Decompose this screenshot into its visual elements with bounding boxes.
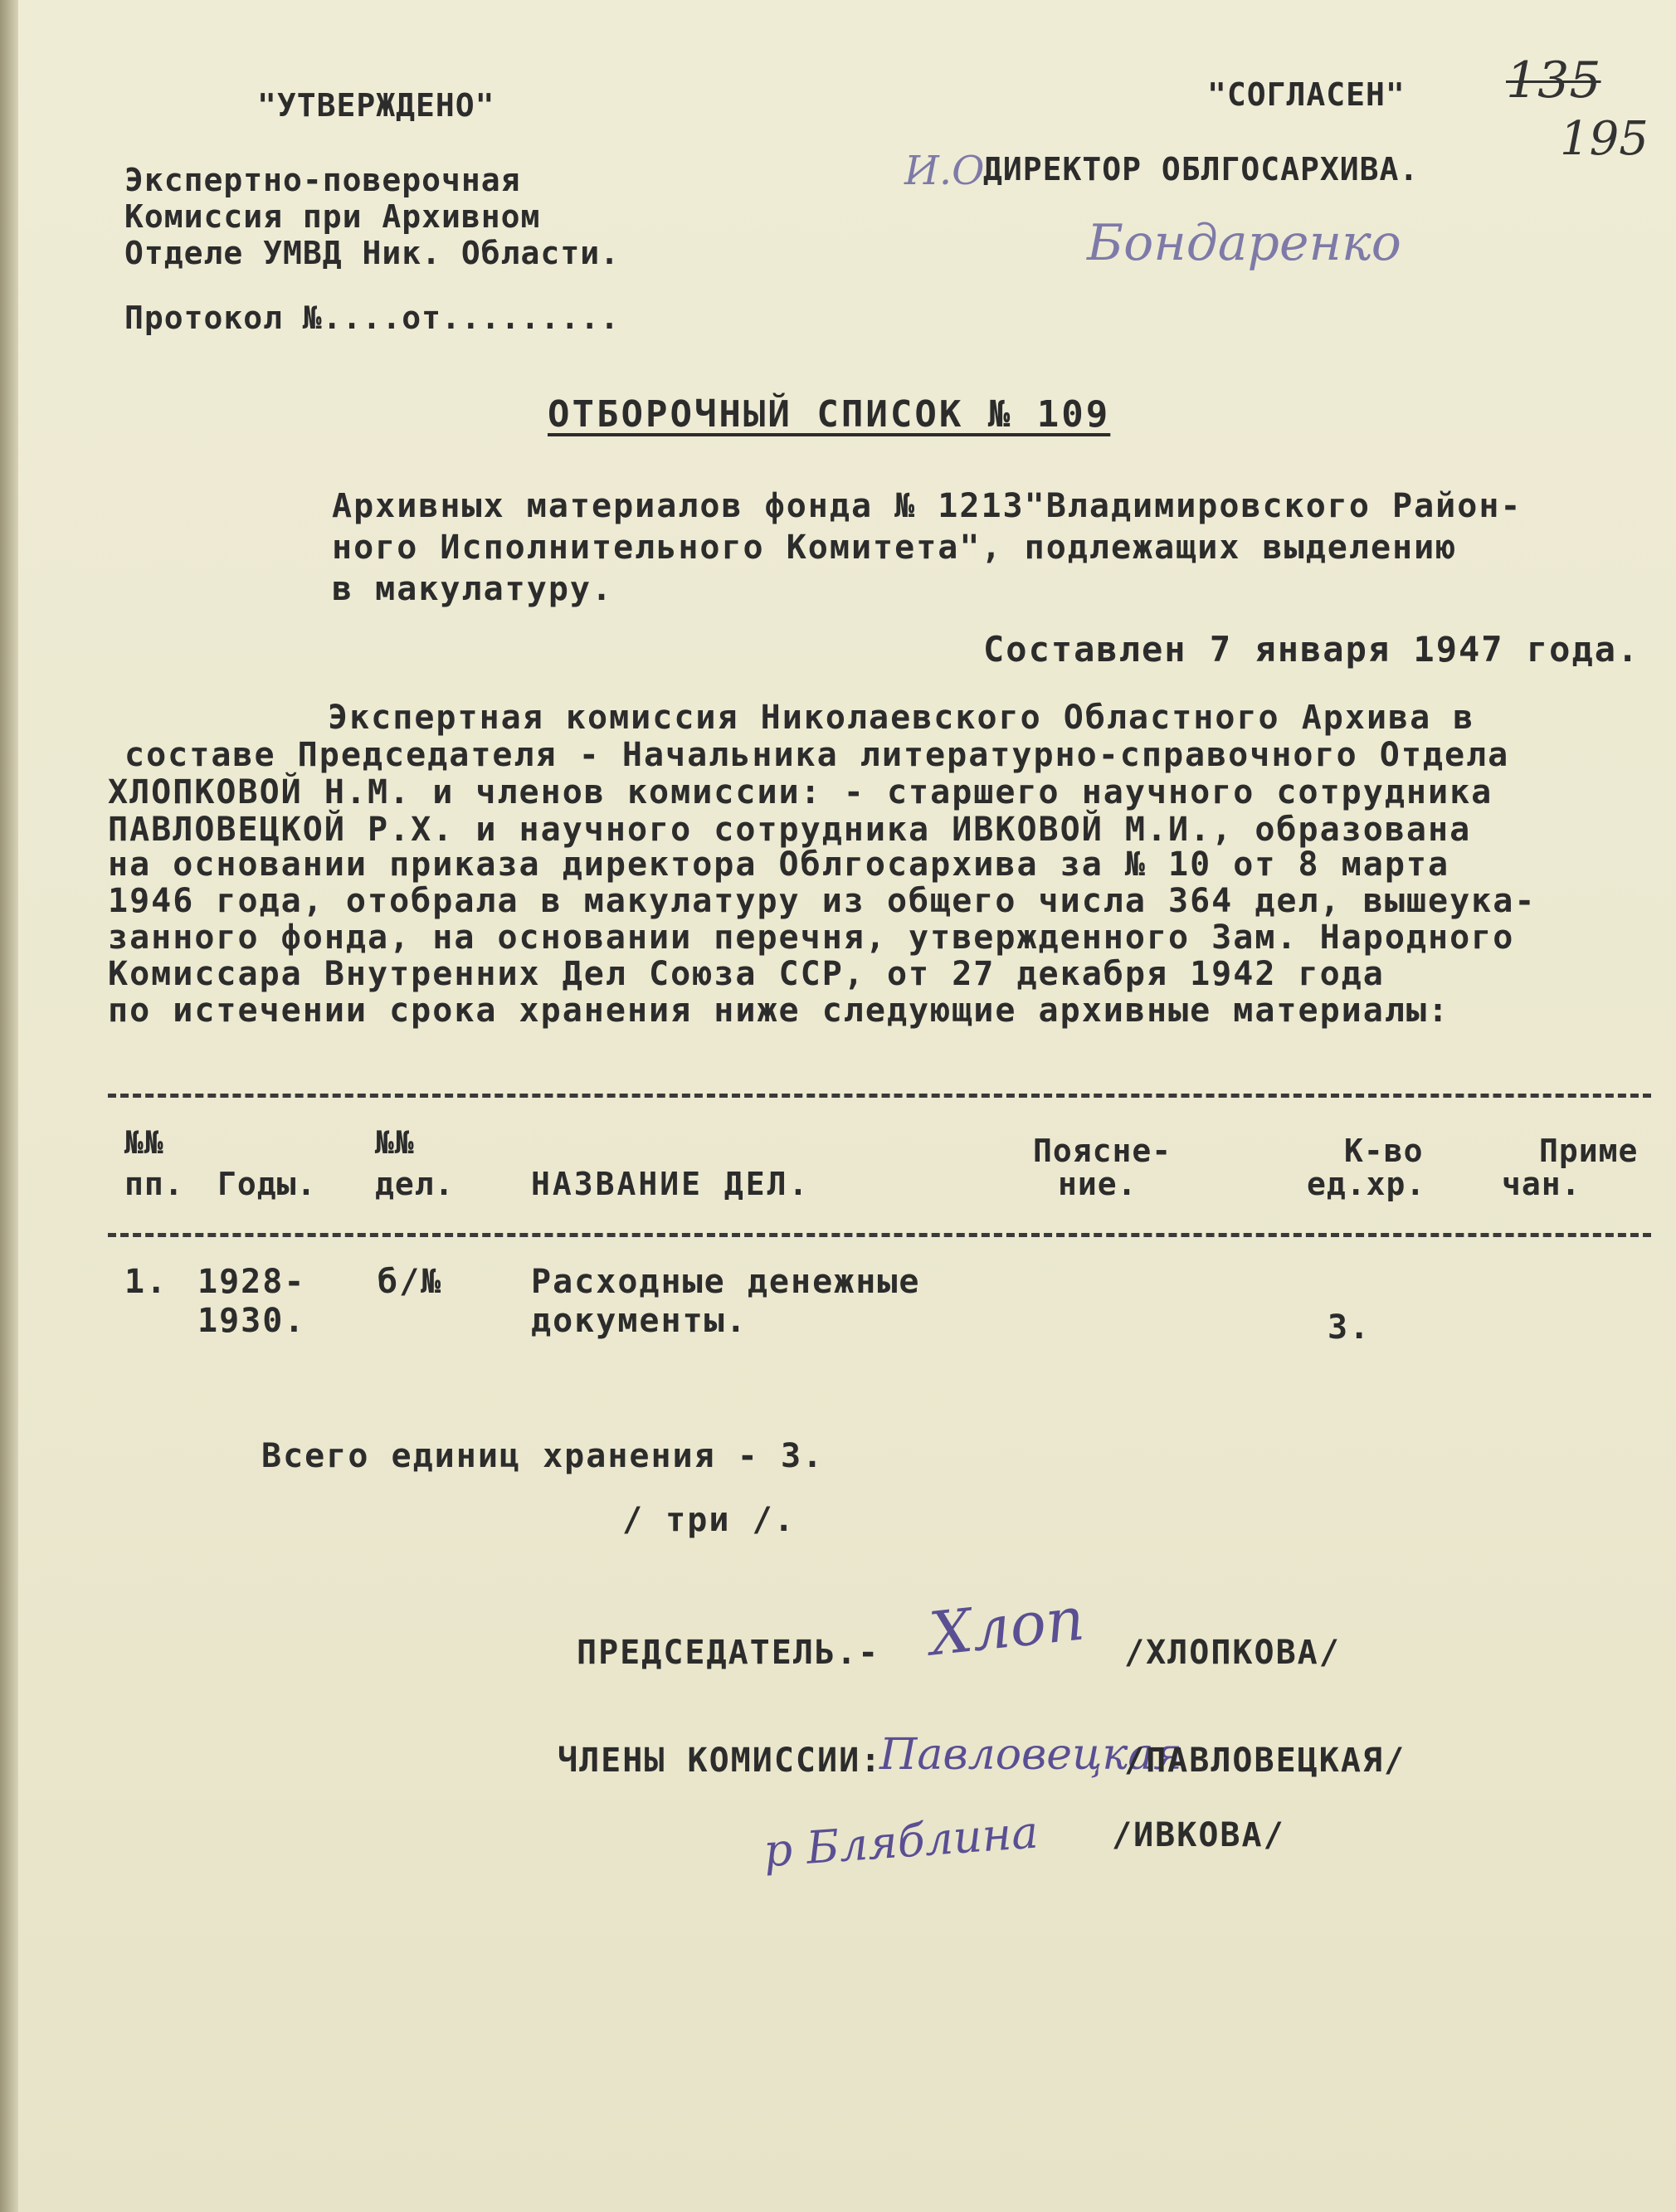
body-line-5: на основании приказа директора Облгосархива за № 10 от 8 марта <box>108 845 1450 884</box>
header-note-line-2: ние. <box>1058 1166 1138 1202</box>
agreed-title: "СОГЛАСЕН" <box>1207 76 1406 113</box>
chair-label: ПРЕДСЕДАТЕЛЬ.- <box>577 1634 880 1672</box>
table-header-rule <box>108 1233 1651 1237</box>
page-number: 195 <box>1560 112 1649 166</box>
header-remarks-line-1: Приме <box>1539 1133 1639 1169</box>
member2-signature: р Бляблина <box>762 1805 1040 1878</box>
body-line-3: ХЛОПКОВОЙ Н.М. и членов комиссии: - старшего научного сотрудника <box>108 773 1493 811</box>
member1-name: /ПАВЛОВЕЦКАЯ/ <box>1124 1742 1406 1780</box>
chair-signature: Хлоп <box>926 1583 1088 1669</box>
header-years: Годы. <box>217 1166 317 1202</box>
body-line-8: Комиссара Внутренних Дел Союза ССР, от 27 декабря 1942 года <box>108 955 1385 993</box>
body-line-4: ПАВЛОВЕЦКОЙ Р.Х. и научного сотрудника ИВКОВОЙ М.И., образована <box>108 811 1472 849</box>
header-count-line-1: К-во <box>1344 1133 1424 1169</box>
row-case-num: б/№ <box>378 1263 443 1301</box>
header-note-line-1: Поясне- <box>1033 1133 1172 1169</box>
body-line-1: Экспертная комиссия Николаевского Областного Архива в <box>328 699 1475 737</box>
chair-name: /ХЛОПКОВА/ <box>1124 1634 1341 1672</box>
approved-line-2: Комиссия при Архивном <box>124 198 541 235</box>
document-title: ОТБОРОЧНЫЙ СПИСОК № 109 <box>548 393 1111 436</box>
body-line-2: составе Председателя - Начальника литературно-справочного Отдела <box>124 736 1510 774</box>
subtitle-line-3: в макулатуру. <box>332 570 614 608</box>
header-title: НАЗВАНИЕ ДЕЛ. <box>531 1166 811 1202</box>
total-units: Всего единиц хранения - 3. <box>261 1437 825 1475</box>
row-years-line-1: 1928- <box>197 1263 306 1301</box>
header-remarks-line-2: чан. <box>1502 1166 1581 1202</box>
subtitle-line-1: Архивных материалов фонда № 1213"Владимировского Район- <box>332 487 1523 525</box>
acting-prefix-handwritten: И.О <box>904 148 985 194</box>
header-num-line-2: пп. <box>124 1166 184 1202</box>
paper-left-edge <box>0 0 18 2212</box>
subtitle-line-2: ного Исполнительного Комитета", подлежащих выделению <box>332 529 1458 567</box>
members-label: ЧЛЕНЫ КОМИССИИ: <box>558 1742 883 1780</box>
approved-line-1: Экспертно-поверочная <box>124 162 521 198</box>
member1-signature: Павловецкая <box>879 1730 1182 1780</box>
row-title-line-2: документы. <box>531 1302 748 1340</box>
body-line-7: занного фонда, на основании перечня, утвержденного Зам. Народного <box>108 918 1515 957</box>
header-count-line-2: ед.хр. <box>1307 1166 1426 1202</box>
body-line-6: 1946 года, отобрала в макулатуру из общего числа 364 дел, вышеука- <box>108 882 1537 920</box>
compiled-date: Составлен 7 января 1947 года. <box>983 629 1640 670</box>
header-case-num-line-1: №№ <box>375 1124 415 1161</box>
agreed-position: ДИРЕКТОР ОБЛГОСАРХИВА. <box>983 151 1420 188</box>
approved-title: "УТВЕРЖДЕНО" <box>257 87 495 124</box>
row-title-line-1: Расходные денежные <box>531 1263 921 1301</box>
table-top-rule <box>108 1094 1651 1098</box>
body-line-9: по истечении срока хранения ниже следующие архивные материалы: <box>108 992 1450 1030</box>
row-count: 3. <box>1328 1308 1371 1347</box>
crossed-page-number: 135 <box>1506 51 1601 110</box>
director-signature: Бондаренко <box>1087 214 1401 272</box>
row-years-line-2: 1930. <box>197 1302 306 1340</box>
row-num: 1. <box>124 1263 168 1301</box>
protocol-line: Протокол №....от......... <box>124 300 620 336</box>
header-case-num-line-2: дел. <box>375 1166 455 1202</box>
header-num-line-1: №№ <box>124 1124 164 1161</box>
approved-line-3: Отделе УМВД Ник. Области. <box>124 235 620 271</box>
total-units-words: / три /. <box>622 1501 796 1539</box>
member2-name: /ИВКОВА/ <box>1112 1816 1285 1854</box>
